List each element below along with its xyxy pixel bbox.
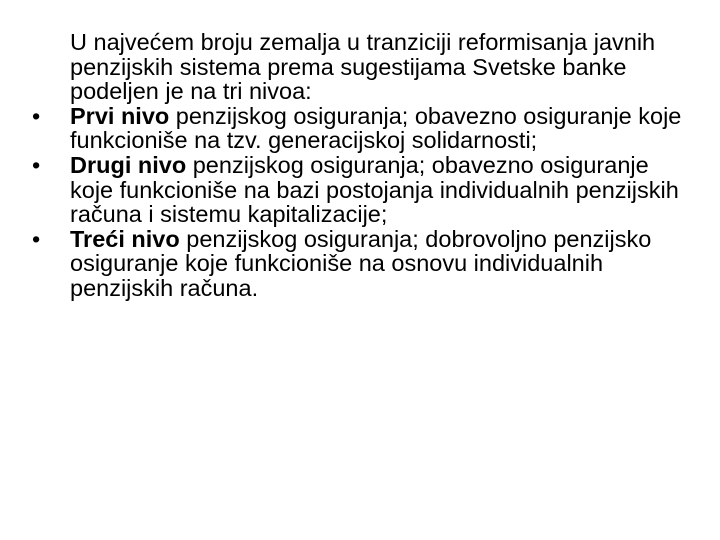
list-item-third-level	[28, 227, 698, 301]
term-first-level: Prvi nivo	[70, 102, 170, 129]
bullet-icon: •	[32, 225, 41, 252]
intro-paragraph: U najvećem broju zemalja u tranziciji reformisanja javnih penzijskih sistema prema sugestijama Svetske banke podeljen je na tri nivoa:	[70, 29, 656, 105]
term-third-level: Treći nivo	[70, 225, 180, 252]
pension-levels-list	[28, 104, 698, 301]
description-third-level: penzijskog osiguranja; dobrovoljno penzijsko osiguranje koje funkcioniše na osnovu individualnih penzijskih računa.	[70, 225, 652, 301]
description-second-level: penzijskog osiguranja; obavezno osiguranje koje funkcioniše na bazi postojanja individualnih penzijskih računa i sistemu kapitalizacije;	[70, 151, 679, 228]
bullet-icon: •	[32, 102, 41, 129]
description-first-level: penzijskog osiguranja; obavezno osiguranje koje funkcioniše na tzv. generacijskoj solidarnosti;	[70, 102, 682, 154]
term-second-level: Drugi nivo	[70, 151, 187, 178]
bullet-icon: •	[32, 151, 41, 178]
slide-content	[28, 30, 698, 301]
list-item-first-level	[28, 104, 698, 153]
list-item-second-level	[28, 153, 698, 227]
